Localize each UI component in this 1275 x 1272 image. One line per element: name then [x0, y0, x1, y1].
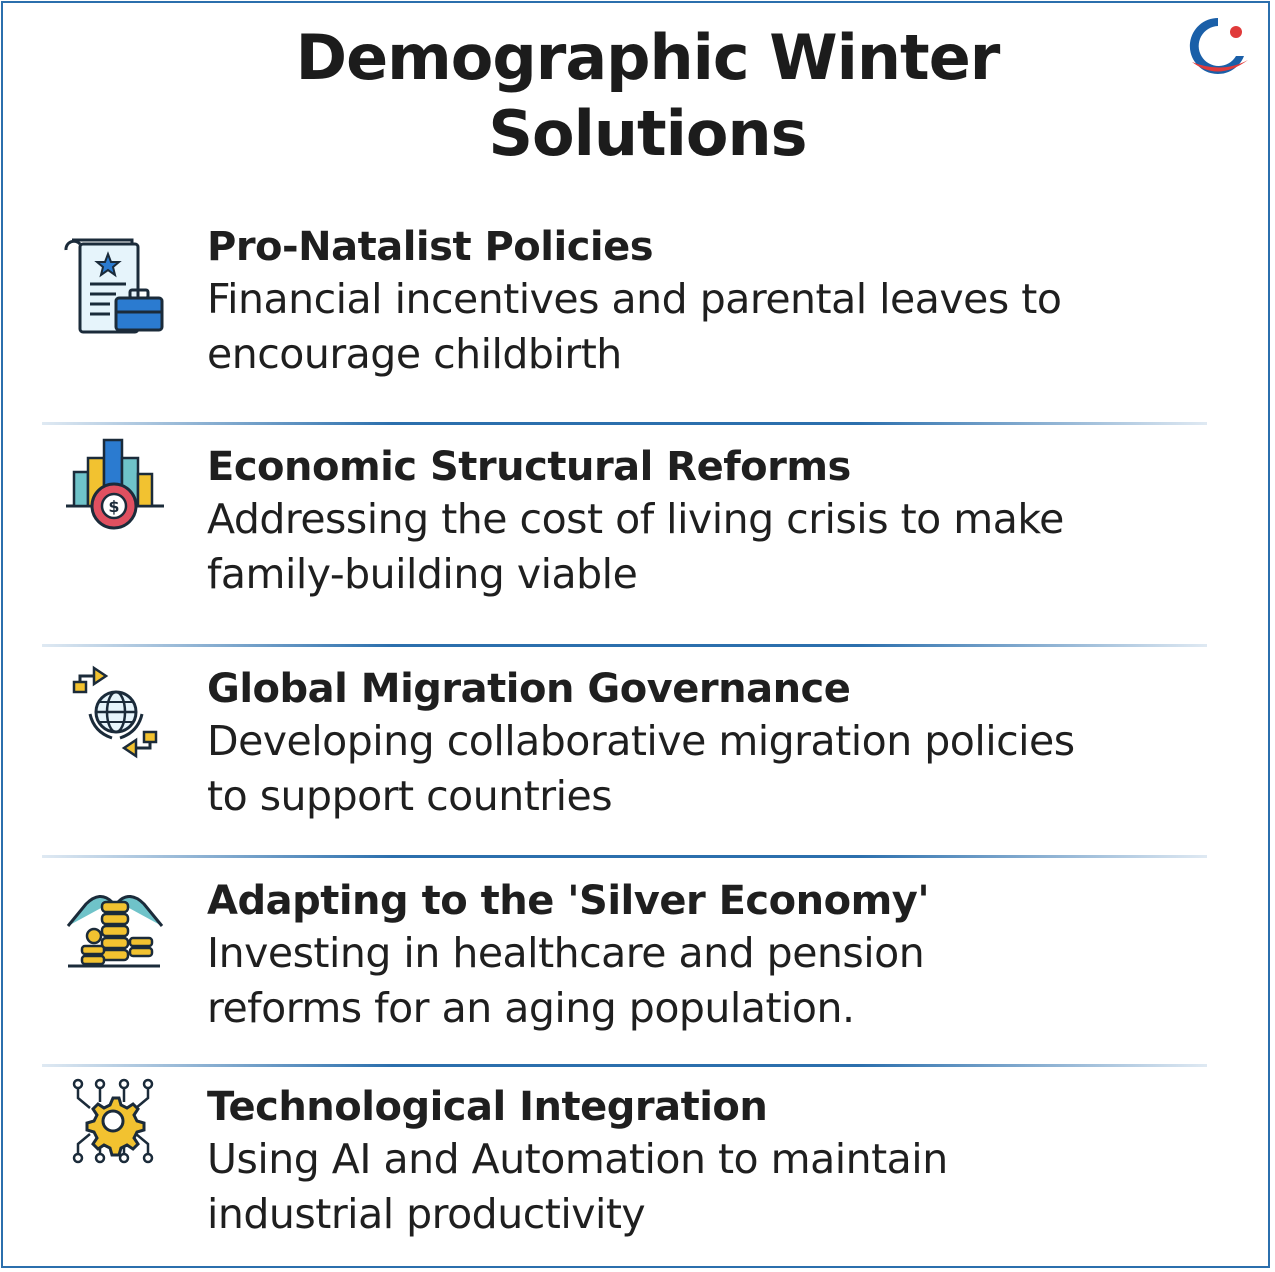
title-line-2: Solutions [488, 97, 807, 170]
globe-migration-icon [60, 658, 170, 768]
item-heading: Technological Integration [207, 1084, 768, 1130]
item-heading: Adapting to the 'Silver Economy' [207, 878, 930, 924]
item-description-line-1: Using AI and Automation to maintain [207, 1135, 948, 1183]
svg-text:$: $ [108, 497, 120, 516]
item-heading: Pro-Natalist Policies [207, 224, 654, 270]
economy-gear-icon [60, 434, 170, 544]
item-description [207, 272, 1217, 382]
item-heading: Global Migration Governance [207, 666, 851, 712]
section-divider [42, 644, 1207, 647]
item-heading: Economic Structural Reforms [207, 444, 851, 490]
item-description-line-2: industrial productivity [207, 1190, 646, 1238]
item-description-line-2: encourage childbirth [207, 330, 622, 378]
gear-circuit-icon [60, 1076, 170, 1186]
item-description [207, 714, 1217, 824]
section-divider [42, 1064, 1207, 1067]
title-line-1: Demographic Winter [295, 21, 1000, 94]
section-divider [42, 855, 1207, 858]
item-description-line-1: Financial incentives and parental leaves to [207, 275, 1062, 323]
item-description [207, 1132, 1217, 1242]
page-border [1, 1, 1270, 1268]
item-description [207, 492, 1217, 602]
item-description [207, 926, 1217, 1036]
coins-hands-icon [60, 870, 170, 980]
item-description-line-1: Addressing the cost of living crisis to make [207, 495, 1064, 543]
item-description-line-2: family-building viable [207, 550, 638, 598]
section-divider [42, 422, 1207, 425]
item-description-line-1: Developing collaborative migration policies [207, 717, 1075, 765]
item-description-line-2: reforms for an aging population. [207, 984, 855, 1032]
item-description-line-1: Investing in healthcare and pension [207, 929, 925, 977]
policy-document-icon [60, 232, 170, 342]
item-description-line-2: to support countries [207, 772, 613, 820]
page-title [0, 20, 1275, 172]
